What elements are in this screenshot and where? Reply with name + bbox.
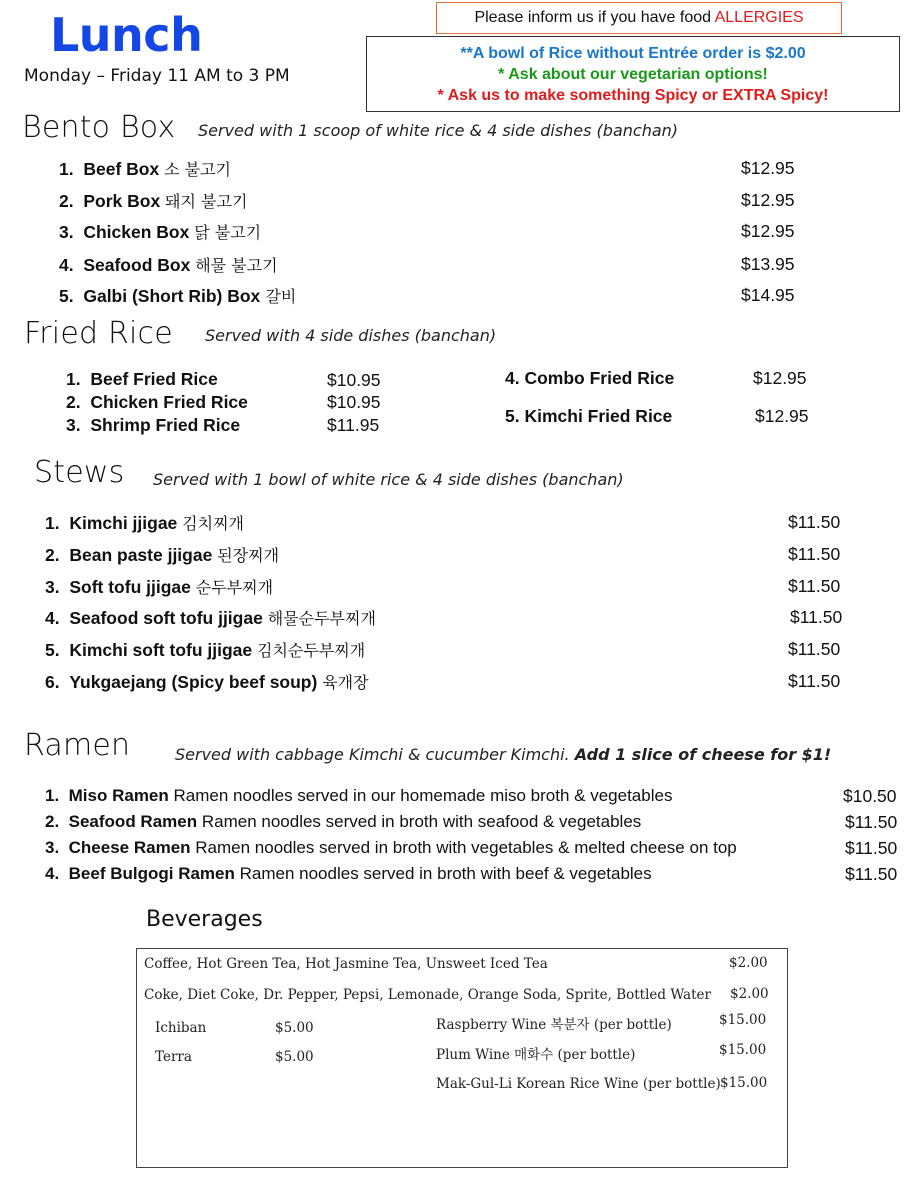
stew-item-price: $11.50 (788, 544, 841, 564)
fried-rice-price: $12.95 (753, 368, 807, 388)
wine-price: $15.00 (720, 1075, 768, 1091)
bento-item-price: $12.95 (741, 221, 795, 241)
stew-item-price: $11.50 (788, 512, 841, 532)
ramen-item: 1. Miso Ramen Ramen noodles served in our homemade miso broth & vegetables (45, 786, 673, 805)
ramen-section-subtitle: Served with cabbage Kimchi & cucumber Kimchi. Add 1 slice of cheese for $1! (175, 745, 832, 764)
bento-item-price: $12.95 (741, 158, 795, 178)
fried-rice-section-subtitle: Served with 4 side dishes (banchan) (205, 326, 497, 345)
ramen-item: 3. Cheese Ramen Ramen noodles served in broth with vegetables & melted cheese on top (45, 838, 737, 857)
fried-rice-price: $10.95 (327, 392, 381, 412)
bento-item: 3. Chicken Box 닭 불고기 (59, 222, 262, 242)
ramen-item-price: $11.50 (845, 864, 898, 884)
allergy-highlight: ALLERGIES (714, 9, 804, 26)
bento-item-price: $12.95 (741, 190, 795, 210)
beer-label: Terra (155, 1049, 192, 1065)
beverages-title: Beverages (146, 907, 263, 932)
bento-item-price: $13.95 (741, 254, 795, 274)
stew-item: 1. Kimchi jjigae 김치찌개 (45, 513, 244, 533)
bento-item-price: $14.95 (741, 285, 795, 305)
rice-notice: **A bowl of Rice without Entrée order is $2.00 (460, 45, 806, 62)
bento-section-title: Bento Box (22, 110, 176, 145)
stew-item: 5. Kimchi soft tofu jjigae 김치순두부찌개 (45, 640, 366, 660)
beer-price: $5.00 (275, 1020, 314, 1036)
beverage-price: $2.00 (729, 955, 768, 971)
fried-rice-item: 2. Chicken Fried Rice (66, 392, 248, 412)
allergy-notice-box (436, 2, 842, 34)
wine-label: Mak-Gul-Li Korean Rice Wine (per bottle) (436, 1076, 721, 1092)
wine-label: Plum Wine 매화수 (per bottle) (436, 1047, 636, 1063)
spicy-notice: * Ask us to make something Spicy or EXTRA Spicy! (437, 87, 829, 104)
stew-item: 6. Yukgaejang (Spicy beef soup) 육개장 (45, 672, 369, 692)
beer-label: Ichiban (155, 1020, 207, 1036)
stew-item-price: $11.50 (788, 639, 841, 659)
beverage-label: Coffee, Hot Green Tea, Hot Jasmine Tea, Unsweet Iced Tea (144, 956, 548, 972)
fried-rice-price: $12.95 (755, 406, 809, 426)
stew-item: 3. Soft tofu jjigae 순두부찌개 (45, 577, 274, 597)
fried-rice-item: 3. Shrimp Fried Rice (66, 415, 241, 435)
fried-rice-item: 1. Beef Fried Rice (66, 369, 218, 389)
page-title: Lunch (50, 8, 203, 62)
beverage-label: Coke, Diet Coke, Dr. Pepper, Pepsi, Lemonade, Orange Soda, Sprite, Bottled Water (144, 987, 711, 1003)
stews-section-title: Stews (34, 455, 125, 490)
stew-item: 2. Bean paste jjigae 된장찌개 (45, 545, 280, 565)
ramen-item: 2. Seafood Ramen Ramen noodles served in broth with seafood & vegetables (45, 812, 642, 831)
ramen-item-price: $11.50 (845, 838, 898, 858)
stew-item-price: $11.50 (790, 607, 843, 627)
wine-price: $15.00 (719, 1012, 767, 1028)
fried-rice-item: 4. Combo Fried Rice (505, 368, 675, 388)
allergy-text: Please inform us if you have food (474, 9, 715, 26)
ramen-item-price: $10.50 (843, 786, 897, 806)
stew-item: 4. Seafood soft tofu jjigae 해물순두부찌개 (45, 608, 376, 628)
beer-price: $5.00 (275, 1049, 314, 1065)
fried-rice-price: $10.95 (327, 370, 381, 390)
bento-section-subtitle: Served with 1 scoop of white rice & 4 side dishes (banchan) (198, 121, 679, 140)
wine-price: $15.00 (719, 1042, 767, 1058)
bento-item: 2. Pork Box 돼지 불고기 (59, 191, 248, 211)
bento-item: 4. Seafood Box 해물 불고기 (59, 255, 278, 275)
ramen-item-price: $11.50 (845, 812, 898, 832)
beverage-price: $2.00 (730, 986, 769, 1002)
bento-item: 1. Beef Box 소 불고기 (59, 159, 231, 179)
stew-item-price: $11.50 (788, 576, 841, 596)
wine-label: Raspberry Wine 복분자 (per bottle) (436, 1017, 672, 1033)
notice-box (366, 36, 900, 112)
ramen-item: 4. Beef Bulgogi Ramen Ramen noodles served in broth with beef & vegetables (45, 864, 652, 883)
lunch-hours: Monday – Friday 11 AM to 3 PM (24, 66, 290, 86)
vegetarian-notice: * Ask about our vegetarian options! (498, 66, 768, 83)
bento-item: 5. Galbi (Short Rib) Box 갈비 (59, 286, 297, 306)
stews-section-subtitle: Served with 1 bowl of white rice & 4 side dishes (banchan) (153, 470, 624, 489)
fried-rice-item: 5. Kimchi Fried Rice (505, 406, 673, 426)
stew-item-price: $11.50 (788, 671, 841, 691)
fried-rice-price: $11.95 (327, 415, 380, 435)
fried-rice-section-title: Fried Rice (24, 316, 173, 351)
ramen-section-title: Ramen (24, 728, 131, 763)
